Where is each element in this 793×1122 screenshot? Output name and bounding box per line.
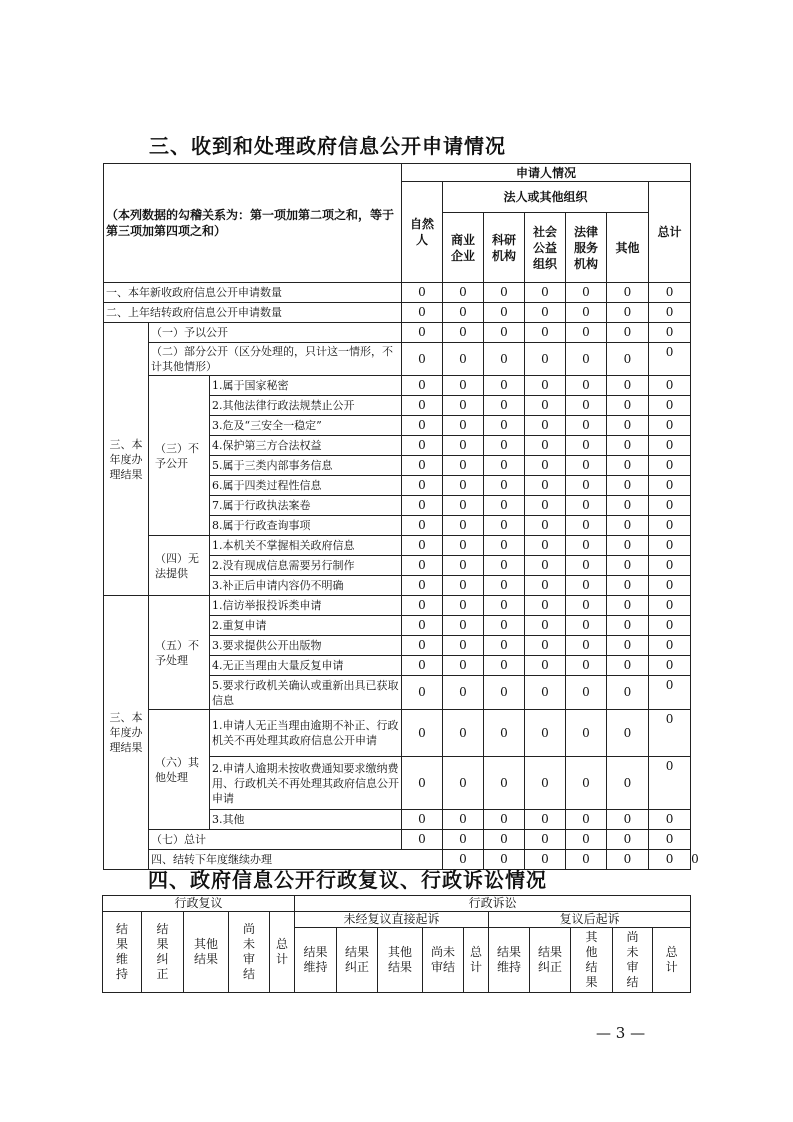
- total-cell: 0: [649, 456, 691, 476]
- review-total: [270, 912, 295, 993]
- value-cell: 0: [402, 516, 443, 536]
- research-label: 科研机构: [491, 232, 516, 263]
- value-cell: 0: [525, 323, 566, 343]
- review-upheld: [103, 912, 142, 993]
- value-cell: 0: [607, 376, 649, 396]
- value-cell: 0: [484, 576, 525, 596]
- value-cell: 0: [484, 303, 525, 323]
- value-cell: 0: [484, 376, 525, 396]
- value-cell: 0: [443, 376, 484, 396]
- after-other-label: 其他结果: [585, 930, 598, 989]
- table-row: [104, 376, 691, 396]
- value-cell: 0: [443, 636, 484, 656]
- table-row: [104, 710, 691, 757]
- table-row: 四、结转下年度继续办理 0 0 0 0 0 0 0: [104, 850, 691, 870]
- direct-header: 未经复议直接起诉: [295, 912, 489, 928]
- value-cell: 0: [402, 576, 443, 596]
- value-cell: 0: [649, 850, 691, 870]
- value-cell: 0: [484, 830, 525, 850]
- after-other: [571, 928, 613, 993]
- value-cell: 0: [607, 496, 649, 516]
- applicant-header: 申请人情况: [402, 164, 691, 182]
- commercial-label: 商业企业: [450, 232, 475, 263]
- item-label: 1.信访举报投诉类申请: [210, 596, 402, 616]
- value-cell: 0: [525, 636, 566, 656]
- sub-label: （一）予以公开: [149, 323, 402, 343]
- total-cell: 0: [649, 496, 691, 516]
- value-cell: 0: [402, 536, 443, 556]
- value-cell: 0: [443, 656, 484, 676]
- other-header: 其他: [607, 213, 649, 283]
- value-cell: 0: [525, 616, 566, 636]
- value-cell: 0: [443, 456, 484, 476]
- item-label: 2.没有现成信息需要另行制作: [210, 556, 402, 576]
- after-upheld: [489, 928, 530, 993]
- value-cell: 0: [484, 436, 525, 456]
- direct-total: [464, 928, 489, 993]
- value-cell: 0: [607, 710, 649, 757]
- value-cell: 0: [402, 636, 443, 656]
- review-total-label: 总计: [276, 937, 289, 966]
- value-cell: 0: [402, 830, 443, 850]
- value-cell: 0: [607, 536, 649, 556]
- total-cell: 0: [649, 757, 691, 810]
- value-cell: 0: [402, 496, 443, 516]
- value-cell: 0: [484, 556, 525, 576]
- application-stats-table: [103, 163, 699, 870]
- value-cell: 0: [402, 596, 443, 616]
- item-label: 3.补正后申请内容仍不明确: [210, 576, 402, 596]
- value-cell: 0: [525, 556, 566, 576]
- table-row: [104, 596, 691, 616]
- review-litigation-table: [102, 895, 691, 993]
- total-cell: 0: [649, 676, 691, 710]
- item-label: 8.属于行政查询事项: [210, 516, 402, 536]
- value-cell: 0: [566, 710, 607, 757]
- value-cell: 0: [566, 496, 607, 516]
- value-cell: 0: [443, 323, 484, 343]
- review-upheld-label: 结果维持: [115, 922, 128, 981]
- page-number: — 3 —: [596, 1024, 646, 1042]
- value-cell: 0: [525, 656, 566, 676]
- value-cell: 0: [607, 656, 649, 676]
- row-label: 四、结转下年度继续办理: [149, 850, 443, 870]
- group-label: [104, 596, 149, 870]
- sub-label: （七）总计: [149, 830, 402, 850]
- value-cell: 0: [525, 596, 566, 616]
- value-cell: 0: [484, 416, 525, 436]
- direct-upheld: [295, 928, 337, 993]
- value-cell: 0: [402, 456, 443, 476]
- value-cell: 0: [566, 283, 607, 303]
- value-cell: 0: [443, 476, 484, 496]
- value-cell: 0: [525, 516, 566, 536]
- note-cell: [104, 164, 402, 283]
- legal-service-label: 法律服务机构: [573, 224, 598, 271]
- value-cell: 0: [566, 343, 607, 376]
- value-cell: 0: [443, 303, 484, 323]
- value-cell: 0: [525, 456, 566, 476]
- total-cell: 0: [649, 596, 691, 616]
- sub-label-text: （五）不予处理: [155, 638, 199, 667]
- value-cell: 0: [484, 710, 525, 757]
- research-header: [484, 213, 525, 283]
- direct-other-label: 其他结果: [388, 945, 413, 974]
- value-cell: 0: [443, 556, 484, 576]
- value-cell: 0: [443, 343, 484, 376]
- value-cell: 0: [525, 676, 566, 710]
- value-cell: 0: [566, 616, 607, 636]
- direct-pending: [423, 928, 464, 993]
- value-cell: 0: [443, 283, 484, 303]
- group-label: [104, 323, 149, 596]
- total-cell: 0: [649, 476, 691, 496]
- value-cell: 0: [607, 283, 649, 303]
- value-cell: 0: [484, 596, 525, 616]
- review-pending: [229, 912, 270, 993]
- total-cell: 0: [649, 303, 691, 323]
- value-cell: 0: [402, 757, 443, 810]
- value-cell: 0: [607, 676, 649, 710]
- total-cell: 0: [649, 536, 691, 556]
- total-cell: 0: [649, 710, 691, 757]
- value-cell: 0: [566, 676, 607, 710]
- section-4-title: 四、政府信息公开行政复议、行政诉讼情况: [148, 868, 547, 892]
- after-upheld-label: 结果维持: [497, 945, 522, 974]
- group-label-text: 三、本年度办理结果: [109, 711, 143, 754]
- value-cell: 0: [484, 496, 525, 516]
- value-cell: 0: [484, 536, 525, 556]
- value-cell: 0: [402, 343, 443, 376]
- value-cell: 0: [607, 516, 649, 536]
- value-cell: 0: [484, 757, 525, 810]
- value-cell: 0: [566, 416, 607, 436]
- sub-label: [149, 596, 210, 710]
- value-cell: 0: [525, 850, 566, 870]
- value-cell: 0: [607, 616, 649, 636]
- value-cell: 0: [402, 436, 443, 456]
- direct-total-label: 总计: [470, 945, 483, 974]
- item-label: 1.本机关不掌握相关政府信息: [210, 536, 402, 556]
- value-cell: 0: [402, 810, 443, 830]
- item-label: 7.属于行政执法案卷: [210, 496, 402, 516]
- sub-label: （二）部分公开（区分处理的，只计这一情形，不计其他情形）: [149, 343, 402, 376]
- value-cell: 0: [443, 496, 484, 516]
- value-cell: 0: [443, 516, 484, 536]
- value-cell: 0: [443, 710, 484, 757]
- total-cell: 0: [649, 656, 691, 676]
- value-cell: 0: [484, 616, 525, 636]
- section-3-title: 三、收到和处理政府信息公开申请情况: [149, 134, 506, 158]
- value-cell: 0: [443, 757, 484, 810]
- sub-label: [149, 376, 210, 536]
- total-cell: 0: [649, 830, 691, 850]
- value-cell: 0: [607, 456, 649, 476]
- review-pending-label: 尚未审结: [242, 922, 255, 981]
- litigation-header: 行政诉讼: [295, 896, 691, 912]
- value-cell: 0: [607, 416, 649, 436]
- item-label: 2.其他法律行政法规禁止公开: [210, 396, 402, 416]
- item-label: 3.危及“三安全一稳定”: [210, 416, 402, 436]
- value-cell: 0: [607, 476, 649, 496]
- value-cell: 0: [566, 850, 607, 870]
- table-row: [104, 343, 691, 376]
- value-cell: 0: [525, 416, 566, 436]
- total-cell: 0: [649, 616, 691, 636]
- total-cell: 0: [649, 323, 691, 343]
- table-row: [104, 830, 691, 850]
- value-cell: 0: [484, 850, 525, 870]
- value-cell: 0: [484, 516, 525, 536]
- total-cell: 0: [649, 576, 691, 596]
- social-label: 社会公益组织: [532, 224, 557, 271]
- total-cell: 0: [649, 810, 691, 830]
- review-corrected-label: 结果纠正: [156, 922, 169, 981]
- value-cell: 0: [525, 283, 566, 303]
- total-cell: 0: [649, 436, 691, 456]
- value-cell: 0: [566, 476, 607, 496]
- table-row: [104, 536, 691, 556]
- legal-service-header: [566, 213, 607, 283]
- value-cell: 0: [607, 556, 649, 576]
- value-cell: 0: [566, 636, 607, 656]
- value-cell: 0: [525, 496, 566, 516]
- value-cell: 0: [484, 283, 525, 303]
- value-cell: 0: [402, 616, 443, 636]
- value-cell: 0: [525, 830, 566, 850]
- value-cell: 0: [402, 676, 443, 710]
- direct-upheld-label: 结果维持: [303, 945, 328, 974]
- total-cell: 0: [649, 376, 691, 396]
- value-cell: 0: [607, 850, 649, 870]
- value-cell: 0: [402, 476, 443, 496]
- review-other: [184, 912, 229, 993]
- value-cell: 0: [566, 436, 607, 456]
- value-cell: 0: [566, 396, 607, 416]
- row-label: 一、本年新收政府信息公开申请数量: [104, 283, 402, 303]
- value-cell: 0: [443, 830, 484, 850]
- row-label: 二、上年结转政府信息公开申请数量: [104, 303, 402, 323]
- direct-other: [378, 928, 423, 993]
- value-cell: 0: [566, 596, 607, 616]
- value-cell: 0: [402, 710, 443, 757]
- item-label: 3.要求提供公开出版物: [210, 636, 402, 656]
- value-cell: 0: [525, 476, 566, 496]
- value-cell: 0: [443, 676, 484, 710]
- value-cell: 0: [607, 576, 649, 596]
- table-row: [104, 283, 691, 303]
- natural-person-label: 自然人: [409, 217, 434, 247]
- value-cell: 0: [607, 830, 649, 850]
- item-label: 4.无正当理由大量反复申请: [210, 656, 402, 676]
- total-cell: 0: [649, 283, 691, 303]
- value-cell: 0: [443, 616, 484, 636]
- after-total-label: 总计: [665, 945, 678, 974]
- value-cell: 0: [607, 757, 649, 810]
- total-cell: 0: [649, 516, 691, 536]
- value-cell: 0: [607, 303, 649, 323]
- value-cell: 0: [525, 710, 566, 757]
- value-cell: 0: [443, 436, 484, 456]
- value-cell: 0: [484, 456, 525, 476]
- value-cell: 0: [566, 810, 607, 830]
- item-label: 5.要求行政机关确认或重新出具已获取信息: [210, 676, 402, 710]
- group-label-text: 三、本年度办理结果: [109, 437, 143, 481]
- value-cell: 0: [525, 576, 566, 596]
- note-text: （本列数据的勾稽关系为：第一项加第二项之和，等于第三项加第四项之和）: [106, 208, 395, 238]
- value-cell: 0: [443, 596, 484, 616]
- value-cell: 0: [402, 323, 443, 343]
- after-header: 复议后起诉: [489, 912, 691, 928]
- sub-label-text: （三）不予公开: [155, 441, 199, 470]
- value-cell: 0: [525, 376, 566, 396]
- value-cell: 0: [484, 323, 525, 343]
- value-cell: 0: [607, 436, 649, 456]
- value-cell: 0: [566, 516, 607, 536]
- direct-corrected-label: 结果纠正: [345, 945, 370, 974]
- value-cell: 0: [566, 556, 607, 576]
- value-cell: 0: [607, 810, 649, 830]
- value-cell: 0: [525, 810, 566, 830]
- item-label: 1.属于国家秘密: [210, 376, 402, 396]
- table-row: [104, 323, 691, 343]
- after-corrected-label: 结果纠正: [538, 945, 563, 974]
- value-cell: 0: [484, 676, 525, 710]
- after-pending: [613, 928, 653, 993]
- value-cell: 0: [443, 416, 484, 436]
- value-cell: 0: [443, 810, 484, 830]
- direct-pending-label: 尚未审结: [431, 945, 456, 974]
- social-header: [525, 213, 566, 283]
- commercial-header: [443, 213, 484, 283]
- item-label: 4.保护第三方合法权益: [210, 436, 402, 456]
- value-cell: 0: [443, 396, 484, 416]
- legal-org-header: 法人或其他组织: [443, 182, 649, 213]
- review-header: 行政复议: [103, 896, 295, 912]
- value-cell: 0: [525, 536, 566, 556]
- total-cell: 0: [649, 416, 691, 436]
- value-cell: 0: [525, 757, 566, 810]
- review-corrected: [142, 912, 184, 993]
- value-cell: 0: [566, 757, 607, 810]
- value-cell: 0: [607, 396, 649, 416]
- value-cell: 0: [525, 303, 566, 323]
- value-cell: 0: [566, 376, 607, 396]
- review-other-label: 其他结果: [193, 937, 218, 966]
- value-cell: 0: [402, 283, 443, 303]
- sub-label: [149, 710, 210, 830]
- value-cell: 0: [402, 656, 443, 676]
- value-cell: 0: [525, 396, 566, 416]
- natural-person-header: [402, 182, 443, 283]
- value-cell: 0: [566, 576, 607, 596]
- total-cell: 0: [649, 556, 691, 576]
- value-cell: 0: [566, 303, 607, 323]
- after-corrected: [530, 928, 571, 993]
- value-cell: 0: [607, 323, 649, 343]
- value-cell: 0: [607, 636, 649, 656]
- value-cell: 0: [566, 456, 607, 476]
- total-cell: 0: [649, 396, 691, 416]
- value-cell: 0: [566, 323, 607, 343]
- total-cell: 0: [649, 343, 691, 376]
- value-cell: 0: [443, 576, 484, 596]
- item-label: 2.申请人逾期未按收费通知要求缴纳费用、行政机关不再处理其政府信息公开申请: [210, 757, 402, 810]
- value-cell: 0: [402, 416, 443, 436]
- value-cell: 0: [566, 536, 607, 556]
- item-label: 3.其他: [210, 810, 402, 830]
- value-cell: 0: [484, 636, 525, 656]
- direct-corrected: [337, 928, 378, 993]
- value-cell: 0: [402, 376, 443, 396]
- total-cell: 0: [649, 636, 691, 656]
- value-cell: 0: [525, 343, 566, 376]
- item-label: 6.属于四类过程性信息: [210, 476, 402, 496]
- item-label: 2.重复申请: [210, 616, 402, 636]
- value-cell: 0: [484, 396, 525, 416]
- total-header: 总计: [649, 182, 691, 283]
- value-cell: 0: [566, 830, 607, 850]
- value-cell: 0: [443, 850, 484, 870]
- sub-label-text: （六）其他处理: [155, 755, 199, 784]
- value-cell: 0: [443, 536, 484, 556]
- value-cell: 0: [402, 396, 443, 416]
- value-cell: 0: [402, 556, 443, 576]
- item-label: 1.申请人无正当理由逾期不补正、行政机关不再处理其政府信息公开申请: [210, 710, 402, 757]
- value-cell: 0: [484, 810, 525, 830]
- value-cell: 0: [402, 303, 443, 323]
- value-cell: 0: [607, 596, 649, 616]
- sub-label-text: （四）无法提供: [155, 551, 199, 580]
- value-cell: 0: [607, 343, 649, 376]
- table-row: [104, 303, 691, 323]
- after-total: [653, 928, 691, 993]
- value-cell: 0: [525, 436, 566, 456]
- item-label: 5.属于三类内部事务信息: [210, 456, 402, 476]
- sub-label: [149, 536, 210, 596]
- value-cell: 0: [484, 343, 525, 376]
- after-pending-label: 尚未审结: [626, 930, 639, 989]
- value-cell: 0: [484, 476, 525, 496]
- value-cell: 0: [566, 656, 607, 676]
- value-cell: 0: [484, 656, 525, 676]
